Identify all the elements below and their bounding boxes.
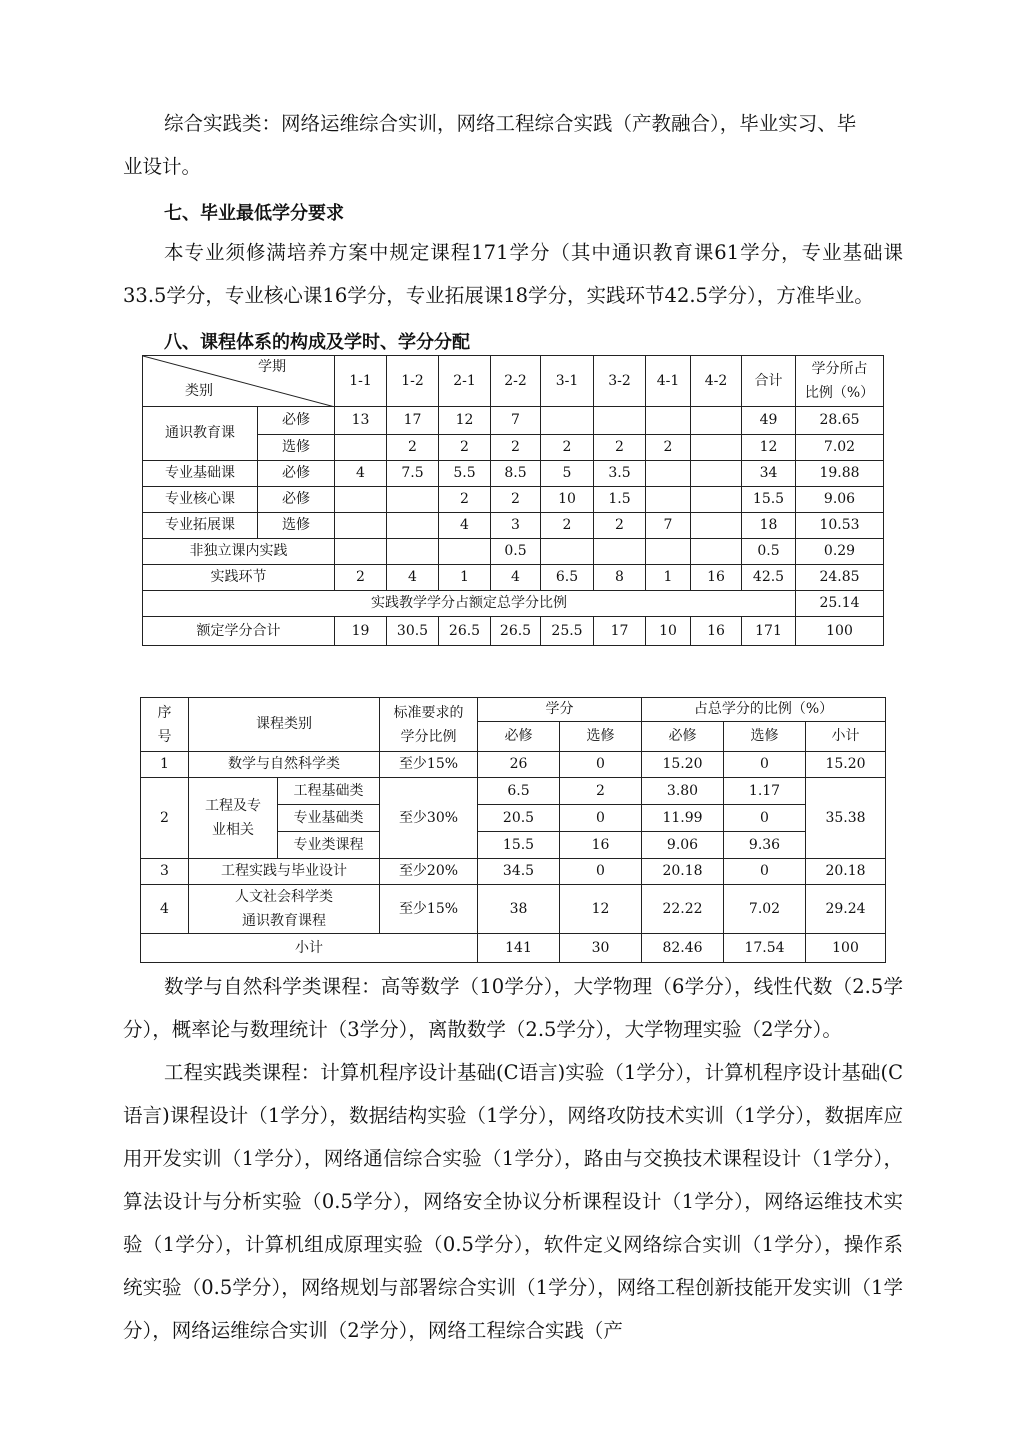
- row-no: 4: [141, 885, 189, 934]
- value-cell: 12: [439, 407, 491, 435]
- row-elective-ratio: 0: [724, 805, 806, 832]
- row-no: 1: [141, 752, 189, 778]
- value-cell: 3: [491, 513, 541, 539]
- row-required: 20.5: [478, 805, 560, 832]
- ratio-cell: 24.85: [796, 565, 884, 591]
- value-cell: 3.5: [594, 461, 646, 487]
- ratio-cell: 9.06: [796, 487, 884, 513]
- row-group-line2: 业相关: [212, 822, 254, 838]
- value-cell: 8.5: [491, 461, 541, 487]
- table-row: [143, 487, 884, 513]
- header-elective: 选修: [560, 722, 642, 752]
- value-cell: [439, 539, 491, 565]
- value-cell: [594, 539, 646, 565]
- value-cell: 16: [691, 617, 742, 646]
- value-cell: 4: [439, 513, 491, 539]
- value-cell: 7.5: [387, 461, 439, 487]
- total-cell: 49: [742, 407, 796, 435]
- paragraph-math-courses: 数学与自然科学类课程：高等数学（10学分），大学物理（6学分），线性代数（2.5学分），概率论与数理统计（3学分），离散数学（2.5学分），大学物理实验（2学分）。: [123, 975, 903, 1041]
- value-cell: 8: [594, 565, 646, 591]
- value-cell: [646, 487, 691, 513]
- category-cell: 专业拓展课: [143, 513, 258, 539]
- table-row: [143, 407, 884, 435]
- row-subtotal: 35.38: [806, 778, 886, 859]
- row-category: [189, 885, 380, 934]
- value-cell: 2: [541, 513, 594, 539]
- row-group-line1: 工程及专: [205, 798, 261, 814]
- ratio-cell: 28.65: [796, 407, 884, 435]
- value-cell: [691, 435, 742, 461]
- table-row: [143, 539, 884, 565]
- value-cell: [691, 487, 742, 513]
- value-cell: [541, 539, 594, 565]
- total-elective: 30: [560, 934, 642, 963]
- header-no-line2: 号: [157, 728, 172, 745]
- table1-corner-top: 学期: [258, 359, 286, 375]
- header-credit: 学分: [478, 698, 642, 722]
- total-required: 141: [478, 934, 560, 963]
- total-label: 小计: [141, 934, 478, 963]
- value-cell: 0.5: [491, 539, 541, 565]
- value-cell: 19: [335, 617, 387, 646]
- header-subtotal: 小计: [806, 722, 886, 752]
- value-cell: 1: [439, 565, 491, 591]
- total-header: 合计: [742, 356, 796, 407]
- table1-corner-bottom: 类别: [185, 383, 213, 399]
- value-cell: 13: [335, 407, 387, 435]
- row-group: [189, 778, 278, 859]
- section-heading-7: 七、毕业最低学分要求: [164, 203, 344, 224]
- semester-header: 4-2: [691, 356, 742, 407]
- value-cell: 2: [335, 565, 387, 591]
- value-cell: 2: [646, 435, 691, 461]
- row-subtotal: 29.24: [806, 885, 886, 934]
- value-cell: [387, 487, 439, 513]
- value-cell: [335, 487, 387, 513]
- row-elective: 12: [560, 885, 642, 934]
- total-subtotal: 100: [806, 934, 886, 963]
- header-standard-line2: 学分比例: [400, 728, 457, 745]
- value-cell: [691, 539, 742, 565]
- value-cell: 4: [491, 565, 541, 591]
- row-standard: 至少15%: [380, 885, 478, 934]
- table-row: [143, 565, 884, 591]
- row-elective-ratio: 0: [724, 752, 806, 778]
- row-no: 2: [141, 778, 189, 859]
- total-cell: 18: [742, 513, 796, 539]
- row-elective-ratio: 0: [724, 859, 806, 885]
- section-heading-8: 八、课程体系的构成及学时、学分分配: [164, 332, 470, 353]
- header-elective-ratio: 选修: [724, 722, 806, 752]
- category-cell: 专业基础课: [143, 461, 258, 487]
- ratio-header-line1: 学分所占: [811, 361, 868, 377]
- paragraph-practice-line2: 业设计。: [123, 155, 202, 178]
- ratio-cell: 19.88: [796, 461, 884, 487]
- header-standard-line1: 标准要求的: [393, 704, 464, 721]
- value-cell: 2: [439, 435, 491, 461]
- sum-label: 额定学分合计: [143, 617, 335, 646]
- row-category-line2: 通识教育课程: [242, 913, 326, 929]
- table-row: [141, 885, 886, 934]
- value-cell: [691, 461, 742, 487]
- row-elective: 0: [560, 805, 642, 832]
- row-required: 6.5: [478, 778, 560, 805]
- practice-ratio-value: 25.14: [796, 591, 884, 617]
- value-cell: 5: [541, 461, 594, 487]
- table-row: [143, 591, 884, 617]
- value-cell: 1.5: [594, 487, 646, 513]
- table-row: [143, 617, 884, 646]
- header-category: 课程类别: [189, 698, 380, 752]
- value-cell: [387, 513, 439, 539]
- row-required: 15.5: [478, 832, 560, 859]
- row-required-ratio: 15.20: [642, 752, 724, 778]
- value-cell: [646, 407, 691, 435]
- total-required-ratio: 82.46: [642, 934, 724, 963]
- value-cell: 2: [491, 435, 541, 461]
- semester-header: 2-2: [491, 356, 541, 407]
- row-elective-ratio: 9.36: [724, 832, 806, 859]
- table-row: [143, 513, 884, 539]
- table-row: [141, 778, 886, 805]
- value-cell: 2: [439, 487, 491, 513]
- table-row: [141, 752, 886, 778]
- value-cell: 10: [541, 487, 594, 513]
- category-cell: 实践环节: [143, 565, 335, 591]
- value-cell: 4: [387, 565, 439, 591]
- row-standard: 至少15%: [380, 752, 478, 778]
- row-required-ratio: 20.18: [642, 859, 724, 885]
- semester-header: 3-1: [541, 356, 594, 407]
- value-cell: 25.5: [541, 617, 594, 646]
- value-cell: 30.5: [387, 617, 439, 646]
- table-row: [143, 461, 884, 487]
- value-cell: 16: [691, 565, 742, 591]
- credit-distribution-table: [142, 355, 884, 646]
- type-cell: 必修: [258, 461, 335, 487]
- row-required-ratio: 3.80: [642, 778, 724, 805]
- value-cell: 26.5: [491, 617, 541, 646]
- total-cell: 12: [742, 435, 796, 461]
- value-cell: 2: [491, 487, 541, 513]
- value-cell: 17: [387, 407, 439, 435]
- diagonal-line: [143, 356, 335, 407]
- value-cell: [646, 461, 691, 487]
- row-elective: 16: [560, 832, 642, 859]
- row-required: 26: [478, 752, 560, 778]
- semester-header: 1-2: [387, 356, 439, 407]
- value-cell: [387, 539, 439, 565]
- value-cell: [594, 407, 646, 435]
- row-elective: 0: [560, 752, 642, 778]
- value-cell: 1: [646, 565, 691, 591]
- semester-header: 1-1: [335, 356, 387, 407]
- value-cell: [335, 435, 387, 461]
- total-cell: 171: [742, 617, 796, 646]
- row-required-ratio: 22.22: [642, 885, 724, 934]
- row-subcategory: 专业类课程: [278, 832, 380, 859]
- ratio-cell: 7.02: [796, 435, 884, 461]
- value-cell: [691, 513, 742, 539]
- value-cell: 2: [541, 435, 594, 461]
- total-cell: 34: [742, 461, 796, 487]
- header-required-ratio: 必修: [642, 722, 724, 752]
- value-cell: 10: [646, 617, 691, 646]
- value-cell: [335, 539, 387, 565]
- row-required: 34.5: [478, 859, 560, 885]
- value-cell: 17: [594, 617, 646, 646]
- type-cell: 选修: [258, 435, 335, 461]
- ratio-cell: 100: [796, 617, 884, 646]
- type-cell: 选修: [258, 513, 335, 539]
- semester-header: 4-1: [646, 356, 691, 407]
- header-no: [141, 698, 189, 752]
- row-category: 工程实践与毕业设计: [189, 859, 380, 885]
- ratio-cell: 0.29: [796, 539, 884, 565]
- value-cell: [691, 407, 742, 435]
- value-cell: 4: [335, 461, 387, 487]
- row-category-line1: 人文社会科学类: [235, 889, 333, 905]
- row-standard: 至少20%: [380, 859, 478, 885]
- paragraph-practice-line1: 综合实践类：网络运维综合实训，网络工程综合实践（产教融合），毕业实习、毕: [164, 112, 857, 135]
- total-elective-ratio: 17.54: [724, 934, 806, 963]
- value-cell: [335, 513, 387, 539]
- ratio-header: [796, 356, 884, 407]
- row-required-ratio: 9.06: [642, 832, 724, 859]
- header-required: 必修: [478, 722, 560, 752]
- ratio-header-line2: 比例（%）: [804, 385, 875, 401]
- semester-header: 3-2: [594, 356, 646, 407]
- credit-category-table: [140, 697, 886, 963]
- value-cell: 5.5: [439, 461, 491, 487]
- header-ratio: 占总学分的比例（%）: [642, 698, 886, 722]
- row-elective-ratio: 7.02: [724, 885, 806, 934]
- category-cell: 专业核心课: [143, 487, 258, 513]
- value-cell: 2: [387, 435, 439, 461]
- value-cell: 2: [594, 513, 646, 539]
- total-cell: 0.5: [742, 539, 796, 565]
- category-cell: 通识教育课: [143, 407, 258, 461]
- row-required-ratio: 11.99: [642, 805, 724, 832]
- value-cell: 7: [646, 513, 691, 539]
- value-cell: [541, 407, 594, 435]
- value-cell: 2: [594, 435, 646, 461]
- row-subtotal: 15.20: [806, 752, 886, 778]
- practice-ratio-label: 实践教学学分占额定总学分比例: [143, 591, 796, 617]
- table1-corner-cell: [143, 356, 335, 407]
- row-no: 3: [141, 859, 189, 885]
- row-standard: 至少30%: [380, 778, 478, 859]
- row-subcategory: 工程基础类: [278, 778, 380, 805]
- row-required: 38: [478, 885, 560, 934]
- paragraph-engineering-courses: 工程实践类课程：计算机程序设计基础(C语言)实验（1学分），计算机程序设计基础(C语言)课程设计（1学分），数据结构实验（1学分），网络攻防技术实训（1学分），数据库应用开发实训（1学分），网络通信综合实验（1学分），路由与交换技术课程设计（1学分），算法设计与分析实验（0.5学分），网络安全协议分析课程设计（1学分），网络运维技术实验（1学分），计算机组成原理实验（0.5学分），软件定义网络综合实训（1学分），操作系统实验（0.5学分），网络规划与部署综合实训（1学分），网络工程创新技能开发实训（1学分），网络运维综合实训（2学分），网络工程综合实践（产: [123, 1061, 903, 1342]
- total-cell: 42.5: [742, 565, 796, 591]
- value-cell: 26.5: [439, 617, 491, 646]
- row-elective-ratio: 1.17: [724, 778, 806, 805]
- type-cell: 必修: [258, 487, 335, 513]
- table-row: [141, 934, 886, 963]
- paragraph-min-credits: 本专业须修满培养方案中规定课程171学分（其中通识教育课61学分，专业基础课33.5学分，专业核心课16学分，专业拓展课18学分，实践环节42.5学分），方准毕业。: [123, 241, 903, 307]
- value-cell: [646, 539, 691, 565]
- row-elective: 2: [560, 778, 642, 805]
- total-cell: 15.5: [742, 487, 796, 513]
- semester-header: 2-1: [439, 356, 491, 407]
- row-subcategory: 专业基础类: [278, 805, 380, 832]
- row-elective: 0: [560, 859, 642, 885]
- row-category: 数学与自然科学类: [189, 752, 380, 778]
- header-no-line1: 序: [157, 704, 172, 721]
- value-cell: 7: [491, 407, 541, 435]
- table-row: [141, 859, 886, 885]
- header-standard: [380, 698, 478, 752]
- type-cell: 必修: [258, 407, 335, 435]
- row-subtotal: 20.18: [806, 859, 886, 885]
- value-cell: 6.5: [541, 565, 594, 591]
- ratio-cell: 10.53: [796, 513, 884, 539]
- category-cell: 非独立课内实践: [143, 539, 335, 565]
